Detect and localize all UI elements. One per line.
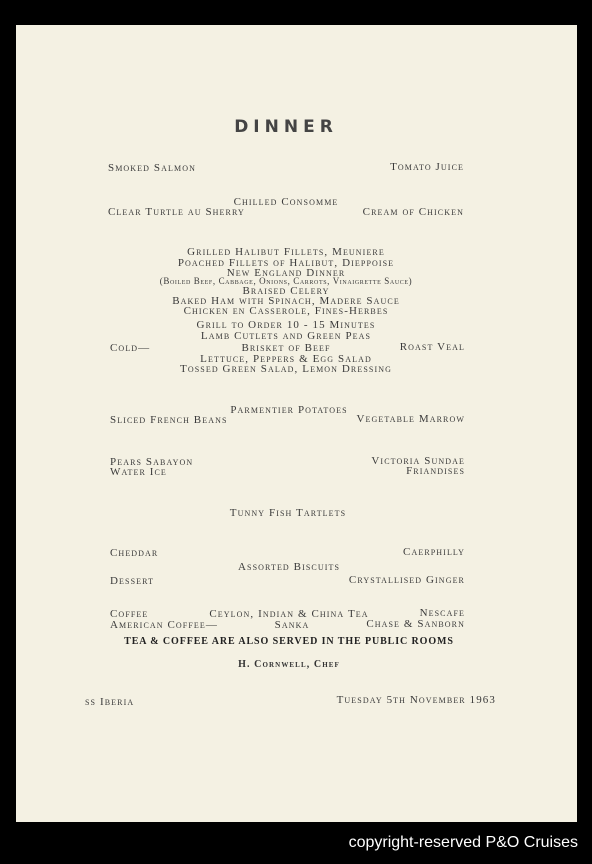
item-roast-veal: Roast Veal xyxy=(399,341,465,353)
item-pears-sabayon: Pears Sabayon xyxy=(110,456,194,468)
item-coffee: Coffee xyxy=(110,608,149,620)
public-rooms-notice: TEA & COFFEE ARE ALSO SERVED IN THE PUBLIC ROOMS xyxy=(124,636,454,647)
main-item: Braised Celery xyxy=(242,285,330,297)
item-cream-of-chicken: Cream of Chicken xyxy=(362,206,464,218)
item-biscuits: Assorted Biscuits xyxy=(237,561,341,573)
ship-name: ss Iberia xyxy=(85,696,135,708)
item-american-coffee: American Coffee— xyxy=(110,619,218,631)
item-brisket: Brisket of Beef xyxy=(241,342,331,354)
item-cheddar: Cheddar xyxy=(110,547,159,559)
item-clear-turtle: Clear Turtle au Sherry xyxy=(108,206,245,218)
menu-date: Tuesday 5th November 1963 xyxy=(336,694,496,706)
main-item: Baked Ham with Spinach, Madere Sauce xyxy=(172,295,400,307)
item-chase-sanborn: Chase & Sanborn xyxy=(366,618,465,630)
item-chilled-consomme: Chilled Consomme xyxy=(233,196,339,208)
main-item: Chicken en Casserole, Fines-Herbes xyxy=(183,305,389,317)
main-item: Grill to Order 10 - 15 Minutes xyxy=(196,319,376,331)
item-tomato-juice: Tomato Juice xyxy=(390,161,464,173)
cold-label: Cold— xyxy=(110,342,151,354)
item-french-beans: Sliced French Beans xyxy=(110,414,228,426)
main-item: Grilled Halibut Fillets, Meuniere xyxy=(187,246,385,258)
copyright-notice: copyright-reserved P&O Cruises xyxy=(348,834,578,851)
item-tea: Ceylon, Indian & China Tea xyxy=(209,608,369,620)
main-item-note: (Boiled Beef, Cabbage, Onions, Carrots, Vinaigrette Sauce) xyxy=(159,276,413,286)
item-nescafe: Nescafe xyxy=(419,607,465,619)
item-caerphilly: Caerphilly xyxy=(403,546,465,558)
item-smoked-salmon: Smoked Salmon xyxy=(108,162,196,174)
item-potatoes: Parmentier Potatoes xyxy=(230,404,348,416)
menu-title: DINNER xyxy=(234,117,338,137)
item-dessert: Dessert xyxy=(110,575,155,587)
item-salad: Lettuce, Peppers & Egg Salad xyxy=(200,353,372,365)
item-water-ice: Water Ice xyxy=(110,466,167,478)
main-item: Lamb Cutlets and Green Peas xyxy=(200,330,372,342)
main-item: Poached Fillets of Halibut, Dieppoise xyxy=(177,257,395,269)
item-vegetable-marrow: Vegetable Marrow xyxy=(356,413,465,425)
item-friandises: Friandises xyxy=(406,465,465,477)
main-item: New England Dinner xyxy=(226,267,346,279)
item-sanka: Sanka xyxy=(274,619,310,631)
item-salad: Tossed Green Salad, Lemon Dressing xyxy=(180,363,392,375)
item-victoria-sundae: Victoria Sundae xyxy=(371,455,465,467)
item-tunny-tartlets: Tunny Fish Tartlets xyxy=(229,507,347,519)
chef-signature: H. Cornwell, Chef xyxy=(238,659,340,670)
item-crystallised-ginger: Crystallised Ginger xyxy=(348,574,465,586)
